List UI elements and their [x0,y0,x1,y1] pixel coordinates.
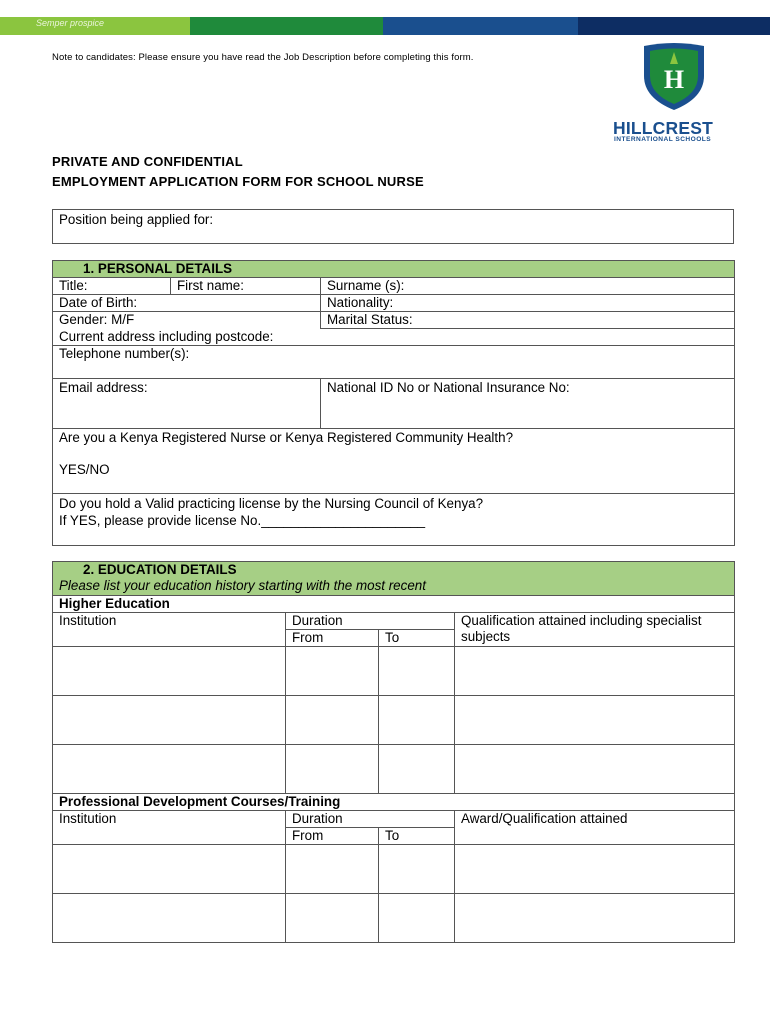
higher-from-cell[interactable] [286,745,379,794]
registered-nurse-field[interactable] [53,429,735,494]
position-field[interactable] [53,210,734,244]
higher-from-cell[interactable] [286,696,379,745]
higher-qualification-cell[interactable] [455,647,735,696]
title-label: Title: [59,278,88,293]
prof-from-cell[interactable] [286,894,379,943]
surname-label: Surname (s): [327,278,405,293]
header-band-green [190,17,383,35]
header-band-blue [383,17,578,35]
higher-to-cell[interactable] [379,696,455,745]
prof-to-cell[interactable] [379,894,455,943]
logo-subtitle: INTERNATIONAL SCHOOLS [614,136,712,143]
license-field[interactable] [53,494,735,546]
education-section-title: 2. EDUCATION DETAILS [83,562,237,577]
crest-letter: H [663,65,685,94]
telephone-label: Telephone number(s): [59,346,190,361]
license-number-line: If YES, please provide license No.______________________ [59,513,426,528]
higher-qualification-cell[interactable] [455,696,735,745]
higher-institution-cell[interactable] [53,647,286,696]
prof-institution-header: Institution [53,811,286,845]
higher-duration-header: Duration [286,613,455,630]
professional-development-heading: Professional Development Courses/Training [53,794,735,811]
confidential-heading: PRIVATE AND CONFIDENTIAL [52,154,243,169]
prof-institution-cell[interactable] [53,894,286,943]
prof-award-header: Award/Qualification attained [455,811,735,845]
prof-to-header: To [379,828,455,845]
title-field[interactable] [53,278,171,295]
national-id-field[interactable] [321,379,735,429]
higher-institution-cell[interactable] [53,696,286,745]
higher-to-header: To [379,630,455,647]
dob-field[interactable] [53,295,321,312]
higher-to-cell[interactable] [379,647,455,696]
higher-from-header: From [286,630,379,647]
dob-label: Date of Birth: [59,295,138,310]
position-table [52,209,734,244]
prof-from-header: From [286,828,379,845]
license-question: Do you hold a Valid practicing license by the Nursing Council of Kenya? [59,496,484,511]
higher-education-heading: Higher Education [53,596,735,613]
address-label: Current address including postcode: [59,329,274,344]
national-id-label: National ID No or National Insurance No: [327,380,570,395]
email-field[interactable] [53,379,321,429]
nationality-label: Nationality: [327,295,394,310]
prof-award-cell[interactable] [455,845,735,894]
gender-label: Gender: M/F [59,312,135,327]
higher-qualification-cell[interactable] [455,745,735,794]
higher-institution-header: Institution [53,613,286,647]
registered-nurse-question: Are you a Kenya Registered Nurse or Kenya Registered Community Health? [59,430,514,445]
personal-details-table [52,260,735,546]
higher-to-cell[interactable] [379,745,455,794]
prof-to-cell[interactable] [379,845,455,894]
email-label: Email address: [59,380,148,395]
yes-no-option: YES/NO [59,462,110,477]
first-name-field[interactable] [171,278,321,295]
gender-field[interactable] [53,312,321,329]
education-section-subtitle: Please list your education history starting with the most recent [59,578,426,593]
motto: Semper prospice [36,18,105,28]
candidate-note: Note to candidates: Please ensure you have read the Job Description before completing this form. [52,52,474,63]
personal-section-title: 1. PERSONAL DETAILS [53,261,735,278]
form-title: EMPLOYMENT APPLICATION FORM FOR SCHOOL NURSE [52,174,424,189]
surname-field[interactable] [321,278,735,295]
nationality-field[interactable] [321,295,735,312]
higher-institution-cell[interactable] [53,745,286,794]
education-section-header [53,562,735,596]
prof-institution-cell[interactable] [53,845,286,894]
higher-from-cell[interactable] [286,647,379,696]
first-name-label: First name: [177,278,244,293]
prof-award-cell[interactable] [455,894,735,943]
school-crest-logo [641,42,707,112]
marital-status-field[interactable] [321,312,735,329]
prof-duration-header: Duration [286,811,455,828]
marital-status-label: Marital Status: [327,312,413,327]
address-field[interactable] [53,329,735,346]
header-band-navy [578,17,770,35]
position-label: Position being applied for: [59,212,214,227]
higher-qualification-header: Qualification attained including specialist subjects [455,613,735,647]
prof-from-cell[interactable] [286,845,379,894]
logo-name: HILLCREST [613,118,713,138]
education-details-table [52,561,735,943]
telephone-field[interactable] [53,346,735,379]
